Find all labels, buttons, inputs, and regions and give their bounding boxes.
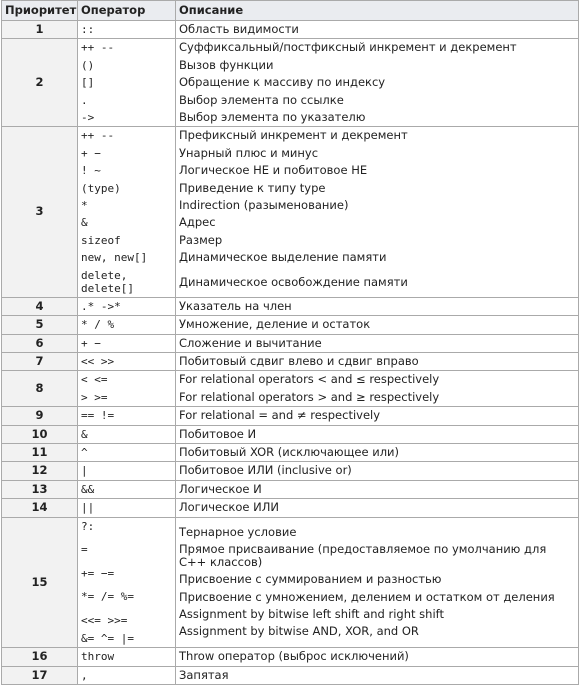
- description-text: Запятая: [179, 667, 229, 682]
- table-row: [2, 21, 579, 39]
- description-text: Присвоение с умножением, делением и остатком от деления: [179, 589, 555, 604]
- table-body: [2, 21, 579, 685]
- operator-symbol: sizeof: [81, 233, 121, 247]
- priority-cell: 10: [2, 425, 78, 443]
- priority-cell: 4: [2, 297, 78, 315]
- description-text: Побитовый XOR (исключающее или): [179, 444, 400, 459]
- operator-symbol: + −: [81, 336, 101, 350]
- description-text: Throw оператор (выброс исключений): [179, 649, 409, 664]
- operator-cell: [78, 407, 176, 425]
- table-row: [2, 648, 579, 666]
- operator-cell: [78, 297, 176, 315]
- description-cell: [176, 334, 579, 352]
- description-cell: [176, 462, 579, 480]
- operator-symbol: ++ --: [81, 41, 115, 55]
- operator-symbol: < <=: [81, 373, 108, 387]
- table-row: [2, 316, 579, 334]
- description-text: Вызов функции: [179, 57, 274, 72]
- operator-symbol: ! ~: [81, 164, 101, 178]
- priority-cell: 9: [2, 407, 78, 425]
- operator-cell: [78, 443, 176, 461]
- table-row: [2, 297, 579, 315]
- operator-symbol: *= /= %=: [81, 590, 134, 604]
- description-text: Побитовый сдвиг влево и сдвиг вправо: [179, 353, 419, 368]
- description-text: Побитовое ИЛИ (inclusive or): [179, 463, 352, 478]
- description-cell: [176, 480, 579, 498]
- operator-symbol: new, new[]: [81, 251, 148, 265]
- description-cell: [176, 371, 579, 407]
- description-text: Область видимости: [179, 22, 299, 36]
- description-cell: [176, 316, 579, 334]
- operator-cell: [78, 666, 176, 684]
- description-text: Логическое И: [179, 481, 262, 496]
- description-cell: [176, 517, 579, 648]
- operator-symbol: ,: [81, 668, 88, 682]
- table-row: [2, 480, 579, 498]
- description-text: For relational operators > and ≥ respectively: [179, 389, 440, 404]
- header-description: Описание: [176, 1, 579, 21]
- description-text: For relational = and ≠ respectively: [179, 408, 381, 423]
- description-text: Логическое НЕ и побитовое НЕ: [179, 163, 368, 178]
- operator-cell: [78, 39, 176, 127]
- operator-symbol: (): [81, 58, 95, 72]
- table-row: [2, 499, 579, 517]
- priority-cell: 2: [2, 39, 78, 127]
- description-text: Тернарное условие: [179, 525, 297, 540]
- operator-symbol: + −: [81, 146, 101, 160]
- operator-symbol: <<= >>=: [81, 614, 128, 628]
- priority-cell: 11: [2, 443, 78, 461]
- table-row: [2, 39, 579, 127]
- description-cell: [176, 297, 579, 315]
- description-text: Суффиксальный/постфиксный инкремент и декремент: [179, 40, 517, 55]
- description-text: Indirection (разыменование): [179, 198, 349, 213]
- operator-cell: [78, 371, 176, 407]
- table-row: [2, 666, 579, 684]
- operator-symbol: == !=: [81, 409, 115, 423]
- operator-symbol: .: [81, 93, 88, 107]
- operator-symbol: delete, delete[]: [81, 268, 134, 295]
- operator-cell: [78, 127, 176, 297]
- operator-symbol: &: [81, 427, 88, 441]
- priority-cell: 12: [2, 462, 78, 480]
- operator-cell: [78, 316, 176, 334]
- description-text: Логическое ИЛИ: [179, 500, 279, 515]
- operator-cell: [78, 499, 176, 517]
- description-text: Префиксный инкремент и декремент: [179, 128, 408, 143]
- operator-symbol: &= ^= |=: [81, 631, 134, 645]
- description-text: Динамическое освобождение памяти: [179, 274, 408, 289]
- operator-symbol: ?:: [81, 519, 95, 533]
- operator-symbol: += −=: [81, 566, 115, 580]
- operator-symbol: (type): [81, 181, 121, 195]
- header-row: [2, 1, 579, 21]
- description-text: Assignment by bitwise AND, XOR, and OR: [179, 624, 419, 639]
- operator-symbol: .* ->*: [81, 299, 121, 313]
- operator-cell: [78, 517, 176, 648]
- priority-cell: 5: [2, 316, 78, 334]
- description-cell: [176, 425, 579, 443]
- operator-symbol: &&: [81, 482, 95, 496]
- operator-symbol: []: [81, 76, 95, 90]
- operator-symbol: ++ --: [81, 129, 115, 143]
- operator-precedence-table: [1, 0, 579, 685]
- table-row: [2, 127, 579, 297]
- description-cell: [176, 648, 579, 666]
- table-row: [2, 443, 579, 461]
- priority-cell: 14: [2, 499, 78, 517]
- description-text: Унарный плюс и минус: [179, 145, 319, 160]
- description-cell: [176, 499, 579, 517]
- description-text: Динамическое выделение памяти: [179, 250, 387, 265]
- priority-cell: 15: [2, 517, 78, 648]
- priority-cell: 6: [2, 334, 78, 352]
- operator-symbol: * / %: [81, 318, 115, 332]
- operator-symbol: throw: [81, 650, 115, 664]
- description-text: Размер: [179, 232, 223, 247]
- table-row: [2, 352, 579, 370]
- description-cell: [176, 39, 579, 127]
- priority-cell: 1: [2, 21, 78, 39]
- description-text: Выбор элемента по указателю: [179, 110, 366, 125]
- table-row: [2, 371, 579, 407]
- operator-cell: [78, 648, 176, 666]
- operator-symbol: *: [81, 199, 88, 213]
- table-row: [2, 407, 579, 425]
- operator-cell: [78, 425, 176, 443]
- table-row: [2, 425, 579, 443]
- priority-cell: 3: [2, 127, 78, 297]
- operator-symbol: |: [81, 464, 88, 478]
- operator-cell: [78, 21, 176, 39]
- description-text: Выбор элемента по ссылке: [179, 92, 344, 107]
- description-text: Умножение, деление и остаток: [179, 317, 371, 332]
- description-cell: [176, 407, 579, 425]
- description-text: Присвоение с суммированием и разностью: [179, 572, 442, 587]
- table-row: [2, 462, 579, 480]
- description-text: Assignment by bitwise left shift and right shift: [179, 606, 445, 621]
- priority-cell: 8: [2, 371, 78, 407]
- priority-cell: 17: [2, 666, 78, 684]
- description-cell: [176, 666, 579, 684]
- operator-cell: [78, 480, 176, 498]
- priority-cell: 13: [2, 480, 78, 498]
- description-cell: [176, 443, 579, 461]
- description-text: Адрес: [179, 215, 216, 230]
- operator-symbol: > >=: [81, 390, 108, 404]
- table-row: [2, 517, 579, 648]
- operator-cell: [78, 352, 176, 370]
- description-cell: [176, 127, 579, 297]
- operator-symbol: =: [81, 542, 88, 556]
- description-text: Побитовое И: [179, 426, 257, 441]
- operator-symbol: ->: [81, 111, 95, 125]
- description-text: Приведение к типу type: [179, 180, 326, 195]
- operator-symbol: << >>: [81, 354, 115, 368]
- description-cell: [176, 21, 579, 39]
- description-text: Указатель на член: [179, 298, 292, 313]
- description-text: For relational operators < and ≤ respectively: [179, 372, 440, 387]
- table-row: [2, 334, 579, 352]
- priority-cell: 16: [2, 648, 78, 666]
- operator-cell: [78, 334, 176, 352]
- operator-symbol: &: [81, 216, 88, 230]
- operator-symbol: ::: [81, 23, 95, 36]
- description-cell: [176, 352, 579, 370]
- operator-cell: [78, 462, 176, 480]
- header-priority: Приоритет: [2, 1, 78, 21]
- priority-cell: 7: [2, 352, 78, 370]
- description-text: Обращение к массиву по индексу: [179, 75, 386, 90]
- description-text: Сложение и вычитание: [179, 335, 322, 350]
- description-text: Прямое присваивание (предоставляемое по умолчанию для C++ классов): [179, 542, 547, 570]
- operator-symbol: ^: [81, 445, 88, 459]
- operator-symbol: ||: [81, 501, 95, 515]
- header-operator: Оператор: [78, 1, 176, 21]
